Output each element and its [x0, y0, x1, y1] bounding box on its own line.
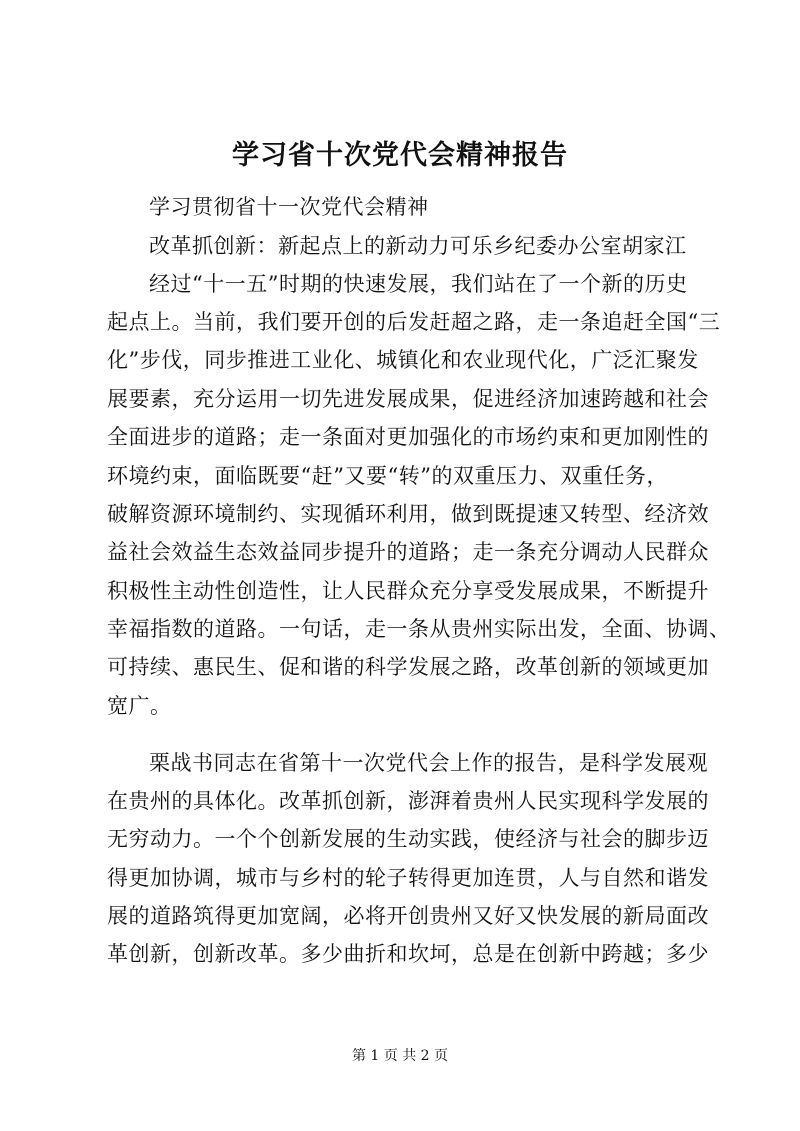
- text-line: 经过“十一五”时期的快速发展，我们站在了一个新的历史: [149, 272, 688, 296]
- text-line: 全面进步的道路；走一条面对更加强化的市场约束和更加刚性的: [107, 425, 709, 449]
- text-line: 学习贯彻省十一次党代会精神: [149, 195, 429, 219]
- text-line: 改革抓创新：新起点上的新动力可乐乡纪委办公室胡家江: [149, 234, 687, 258]
- text-line: 栗战书同志在省第十一次党代会上作的报告，是科学发展观: [149, 751, 708, 775]
- text-line: 得更加协调，城市与乡村的轮子转得更加连贯，人与自然和谐发: [107, 866, 709, 890]
- text-line: 环境约束，面临既要“赶”又要“转”的双重压力、双重任务，: [107, 464, 668, 488]
- text-line: 展要素，充分运用一切先进发展成果，促进经济加速跨越和社会: [107, 387, 709, 411]
- text-line: 在贵州的具体化。改革抓创新，澎湃着贵州人民实现科学发展的: [107, 789, 709, 813]
- text-line: 革创新，创新改革。多少曲折和坎坷，总是在创新中跨越；多少: [107, 942, 709, 966]
- text-line: 宽广。: [107, 694, 172, 718]
- text-line: 化”步伐，同步推进工业化、城镇化和农业现代化，广泛汇聚发: [107, 348, 699, 372]
- page-footer: 第 1 页 共 2 页: [351, 1048, 449, 1064]
- text-line: 积极性主动性创造性，让人民群众充分享受发展成果，不断提升: [107, 579, 709, 603]
- text-line: 无穷动力。一个个创新发展的生动实践，使经济与社会的脚步迈: [107, 827, 709, 851]
- document-title: 学习省十次党代会精神报告: [232, 140, 568, 171]
- text-line: 幸福指数的道路。一句话，走一条从贵州实际出发，全面、协调、: [107, 617, 731, 641]
- text-line: 起点上。当前，我们要开创的后发赶超之路，走一条追赶全国“三: [107, 310, 721, 334]
- text-line: 展的道路筑得更加宽阔，必将开创贵州又好又快发展的新局面改: [107, 904, 709, 928]
- text-line: 益社会效益生态效益同步提升的道路；走一条充分调动人民群众: [107, 540, 709, 564]
- text-line: 可持续、惠民生、促和谐的科学发展之路，改革创新的领域更加: [107, 655, 709, 679]
- text-line: 破解资源环境制约、实现循环利用，做到既提速又转型、经济效: [107, 502, 709, 526]
